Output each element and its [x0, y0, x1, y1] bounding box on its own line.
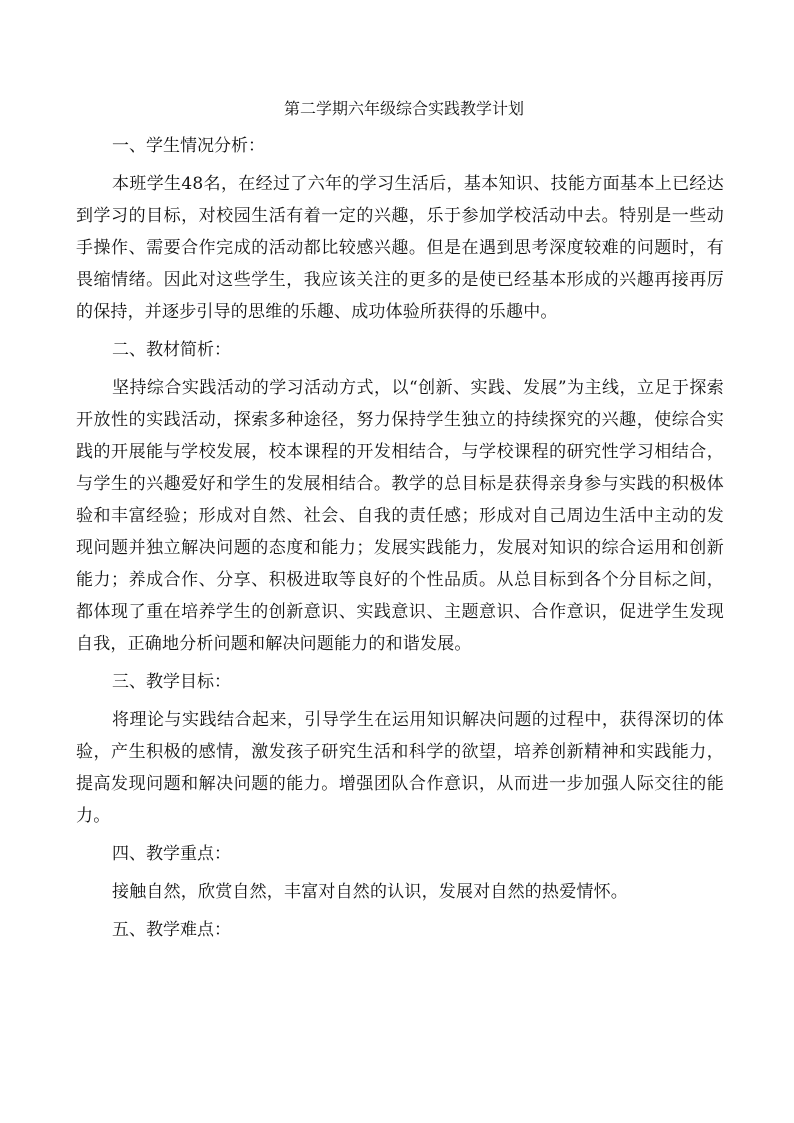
- section-heading-teaching-goals: 三、教学目标：: [112, 672, 231, 692]
- document-page: [76, 96, 724, 952]
- section-paragraph-teaching-goals: 将理论与实践结合起来，引导学生在运用知识解决问题的过程中，获得深切的体验，产生积极的感情，激发孩子研究生活和科学的欲望，培养创新精神和实践能力，提高发现问题和解决问题的能力。增强团队合作意识，从而进一步加强人际交往的能力。: [76, 710, 724, 826]
- section-heading-teaching-focus: 四、教学重点：: [112, 844, 231, 864]
- document-title: 第二学期六年级综合实践教学计划: [283, 99, 524, 118]
- section-heading-student-analysis: 一、学生情况分析：: [112, 136, 265, 156]
- section-paragraph-textbook-analysis: 坚持综合实践活动的学习活动方式，以“创新、实践、发展”为主线，立足于探索开放性的实践活动，探索多种途径，努力保持学生独立的持续探究的兴趣，使综合实践的开展能与学校发展，校本课程的开发相结合，与学校课程的研究性学习相结合，与学生的兴趣爱好和学生的发展相结合。教学的总目标是获得亲身参与实践的积极体验和丰富经验；形成对自然、社会、自我的责任感；形成对自己周边生活中主动的发现问题并独立解决问题的态度和能力；发展实践能力，发展对知识的综合运用和创新能力；养成合作、分享、积极进取等良好的个性品质。从总目标到各个分目标之间，都体现了重在培养学生的创新意识、实践意识、主题意识、合作意识，促进学生发现自我，正确地分析问题和解决问题能力的和谐发展。: [76, 378, 724, 654]
- section-paragraph-teaching-focus: 接触自然，欣赏自然，丰富对自然的认识，发展对自然的热爱情怀。: [112, 882, 628, 902]
- section-heading-teaching-difficulties: 五、教学难点：: [112, 920, 231, 940]
- section-heading-textbook-analysis: 二、教材简析：: [112, 340, 231, 360]
- section-paragraph-student-analysis: 本班学生48名，在经过了六年的学习生活后，基本知识、技能方面基本上已经达到学习的目标，对校园生活有着一定的兴趣，乐于参加学校活动中去。特别是一些动手操作、需要合作完成的活动都比较感兴趣。但是在遇到思考深度较难的问题时，有畏缩情绪。因此对这些学生，我应该关注的更多的是使已经基本形成的兴趣再接再厉的保持，并逐步引导的思维的乐趣、成功体验所获得的乐趣中。: [76, 174, 724, 322]
